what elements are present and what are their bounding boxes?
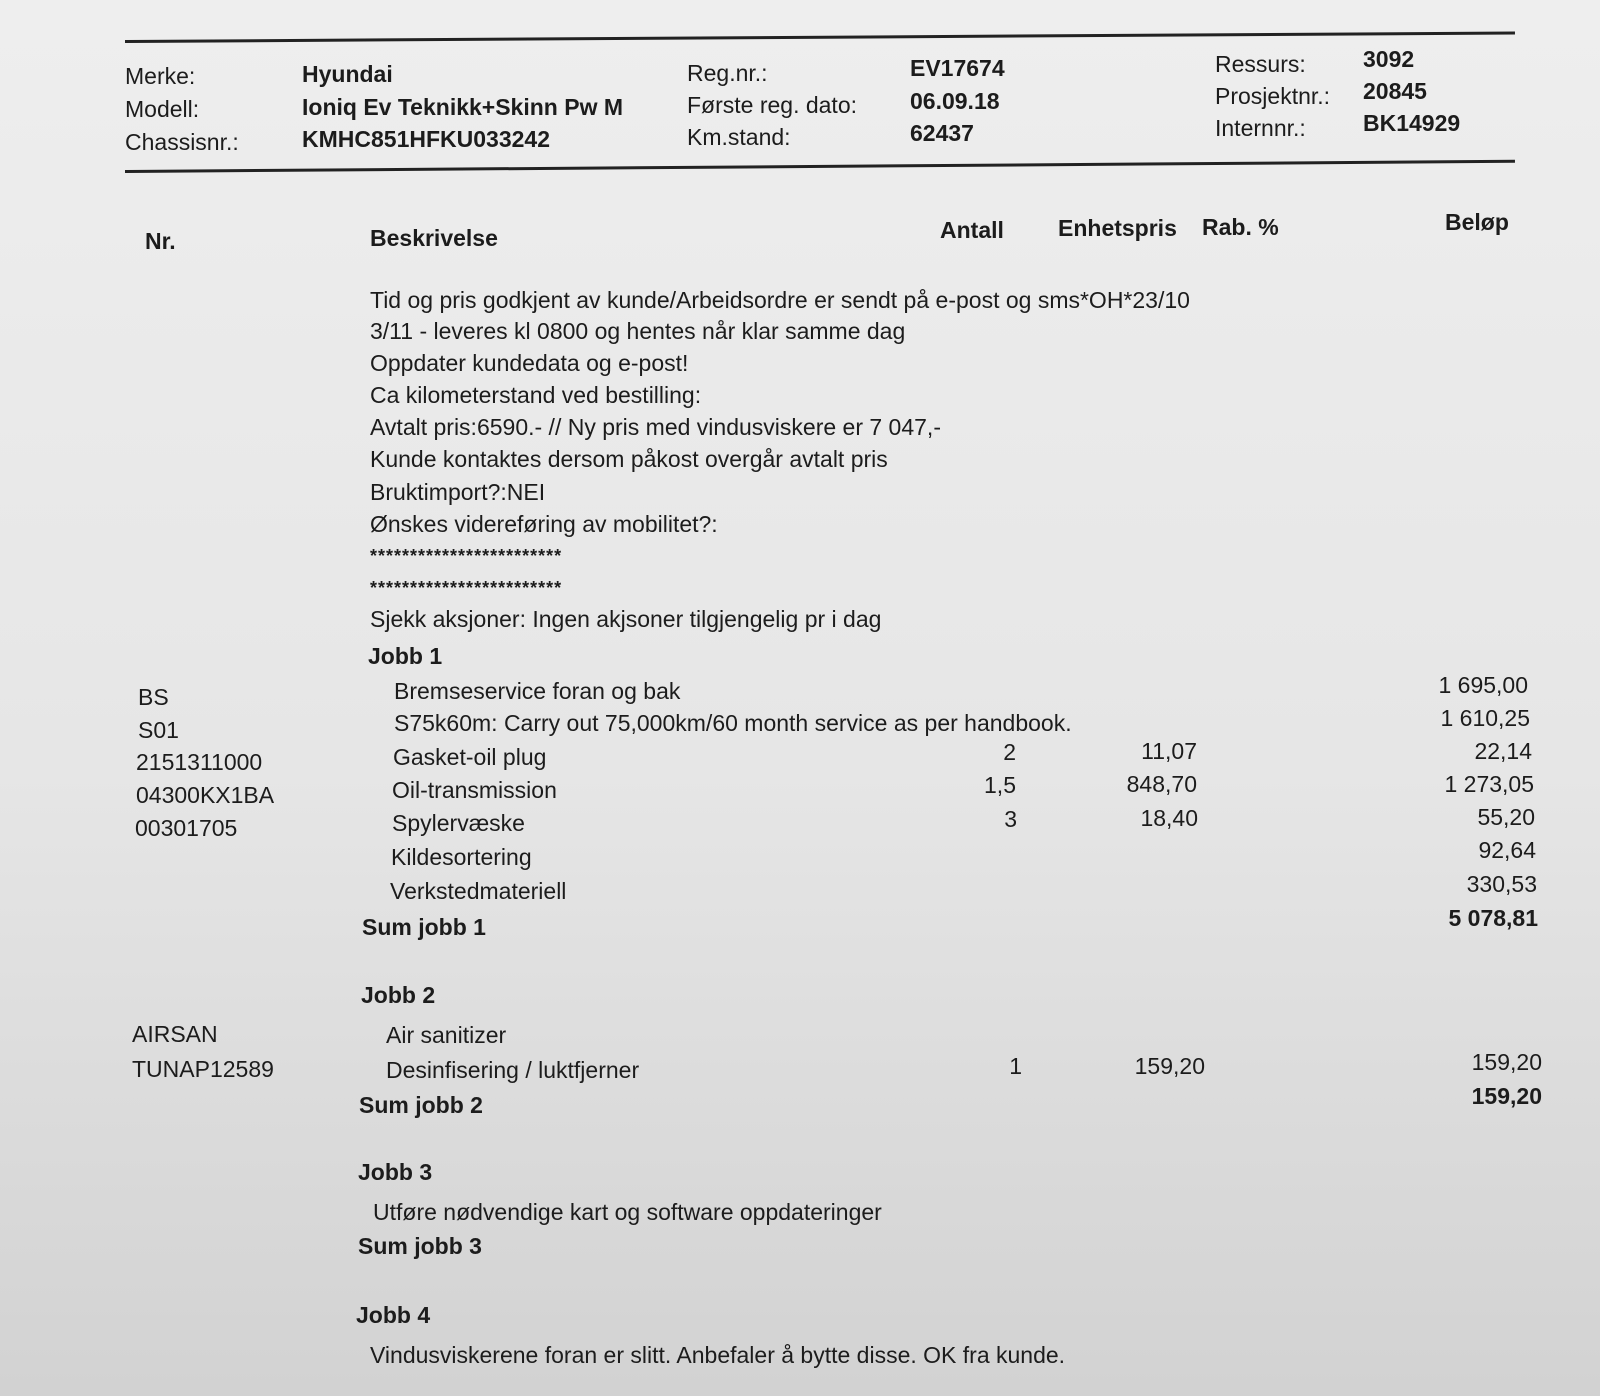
line-desc: Vindusviskerene foran er slitt. Anbefaler å bytte disse. OK fra kunde.	[370, 1342, 1066, 1368]
line-unit: 159,20	[1134, 1053, 1205, 1079]
label-intern: Internnr.:	[1215, 115, 1306, 141]
value-chassis: KMHC851HFKU033242	[302, 126, 550, 152]
line-amount: 159,20	[1471, 1049, 1542, 1075]
line-unit: 18,40	[1140, 805, 1198, 831]
line-desc: Gasket-oil plug	[393, 744, 547, 770]
line-qty: 1	[1009, 1053, 1022, 1079]
line-desc: Spylervæske	[392, 810, 525, 836]
value-forste-reg: 06.09.18	[910, 88, 1000, 114]
value-prosjekt: 20845	[1363, 78, 1427, 104]
job-title: Jobb 1	[368, 643, 443, 669]
note-line: Avtalt pris:6590.- // Ny pris med vindusviskere er 7 047,-	[370, 414, 941, 440]
line-desc: S75k60m: Carry out 75,000km/60 month service as per handbook.	[394, 710, 1072, 736]
line-desc: Utføre nødvendige kart og software oppdateringer	[373, 1199, 882, 1225]
line-amount: 330,53	[1466, 871, 1537, 897]
value-intern: BK14929	[1363, 110, 1461, 136]
line-desc: Bremseservice foran og bak	[394, 678, 681, 704]
line-desc: Kildesortering	[391, 844, 532, 870]
note-line: Sjekk aksjoner: Ingen akjsoner tilgjengelig pr i dag	[370, 606, 882, 632]
job-sum-label: Sum jobb 2	[359, 1092, 483, 1118]
value-ressurs: 3092	[1363, 46, 1415, 72]
col-belop: Beløp	[1445, 209, 1509, 235]
label-regnr: Reg.nr.:	[687, 60, 768, 86]
line-desc: Verkstedmateriell	[390, 878, 567, 904]
note-line: Oppdater kundedata og e-post!	[370, 350, 689, 376]
job-title: Jobb 4	[356, 1302, 431, 1328]
job-sum-label: Sum jobb 1	[362, 914, 486, 940]
job-title: Jobb 2	[361, 982, 436, 1008]
line-nr: 00301705	[135, 815, 238, 841]
line-desc: Oil-transmission	[392, 777, 557, 803]
label-merke: Merke:	[125, 63, 196, 89]
label-ressurs: Ressurs:	[1215, 51, 1306, 77]
line-qty: 1,5	[984, 772, 1016, 798]
line-nr: S01	[138, 717, 179, 743]
line-qty: 2	[1003, 739, 1016, 765]
col-antall: Antall	[940, 217, 1004, 243]
line-unit: 848,70	[1126, 771, 1197, 797]
line-amount: 1 273,05	[1444, 771, 1534, 797]
col-rabatt: Rab. %	[1202, 214, 1279, 240]
job-title: Jobb 3	[358, 1159, 433, 1185]
value-regnr: EV17674	[910, 55, 1005, 81]
line-amount: 92,64	[1478, 837, 1536, 863]
job-sum: 5 078,81	[1448, 905, 1538, 931]
line-desc: Air sanitizer	[386, 1022, 507, 1048]
line-unit: 11,07	[1141, 738, 1197, 764]
value-modell: Ioniq Ev Teknikk+Skinn Pw M	[302, 94, 624, 120]
header-bottom-rule	[125, 160, 1515, 173]
line-desc: Desinfisering / luktfjerner	[386, 1057, 640, 1083]
col-beskrivelse: Beskrivelse	[370, 225, 498, 251]
line-amount: 22,14	[1474, 738, 1532, 764]
note-stars: ************************	[370, 546, 563, 566]
line-amount: 1 610,25	[1440, 705, 1530, 731]
line-amount: 1 695,00	[1438, 672, 1528, 698]
line-qty: 3	[1004, 806, 1017, 832]
header-top-rule	[125, 32, 1515, 43]
label-modell: Modell:	[125, 96, 200, 122]
note-line: 3/11 - leveres kl 0800 og hentes når klar samme dag	[370, 318, 906, 344]
label-prosjekt: Prosjektnr.:	[1215, 83, 1331, 109]
value-merke: Hyundai	[302, 61, 393, 87]
label-forste-reg: Første reg. dato:	[687, 92, 858, 118]
col-nr: Nr.	[145, 228, 176, 254]
col-enhetspris: Enhetspris	[1058, 215, 1177, 241]
line-nr: AIRSAN	[132, 1021, 218, 1047]
value-km: 62437	[910, 120, 974, 146]
note-stars: ************************	[370, 578, 563, 598]
job-sum: 159,20	[1471, 1083, 1542, 1109]
note-line: Bruktimport?:NEI	[370, 479, 546, 505]
note-line: Tid og pris godkjent av kunde/Arbeidsordre er sendt på e-post og sms*OH*23/10	[370, 287, 1190, 313]
note-line: Ønskes videreføring av mobilitet?:	[370, 511, 718, 537]
job-sum-label: Sum jobb 3	[358, 1233, 482, 1259]
line-nr: TUNAP12589	[132, 1056, 274, 1082]
line-nr: 2151311000	[136, 749, 263, 775]
note-line: Kunde kontaktes dersom påkost overgår avtalt pris	[370, 446, 888, 472]
line-nr: BS	[138, 684, 169, 710]
label-km: Km.stand:	[687, 124, 791, 150]
note-line: Ca kilometerstand ved bestilling:	[370, 382, 702, 408]
label-chassis: Chassisnr.:	[125, 129, 239, 155]
line-nr: 04300KX1BA	[136, 782, 275, 808]
line-amount: 55,20	[1477, 804, 1535, 830]
